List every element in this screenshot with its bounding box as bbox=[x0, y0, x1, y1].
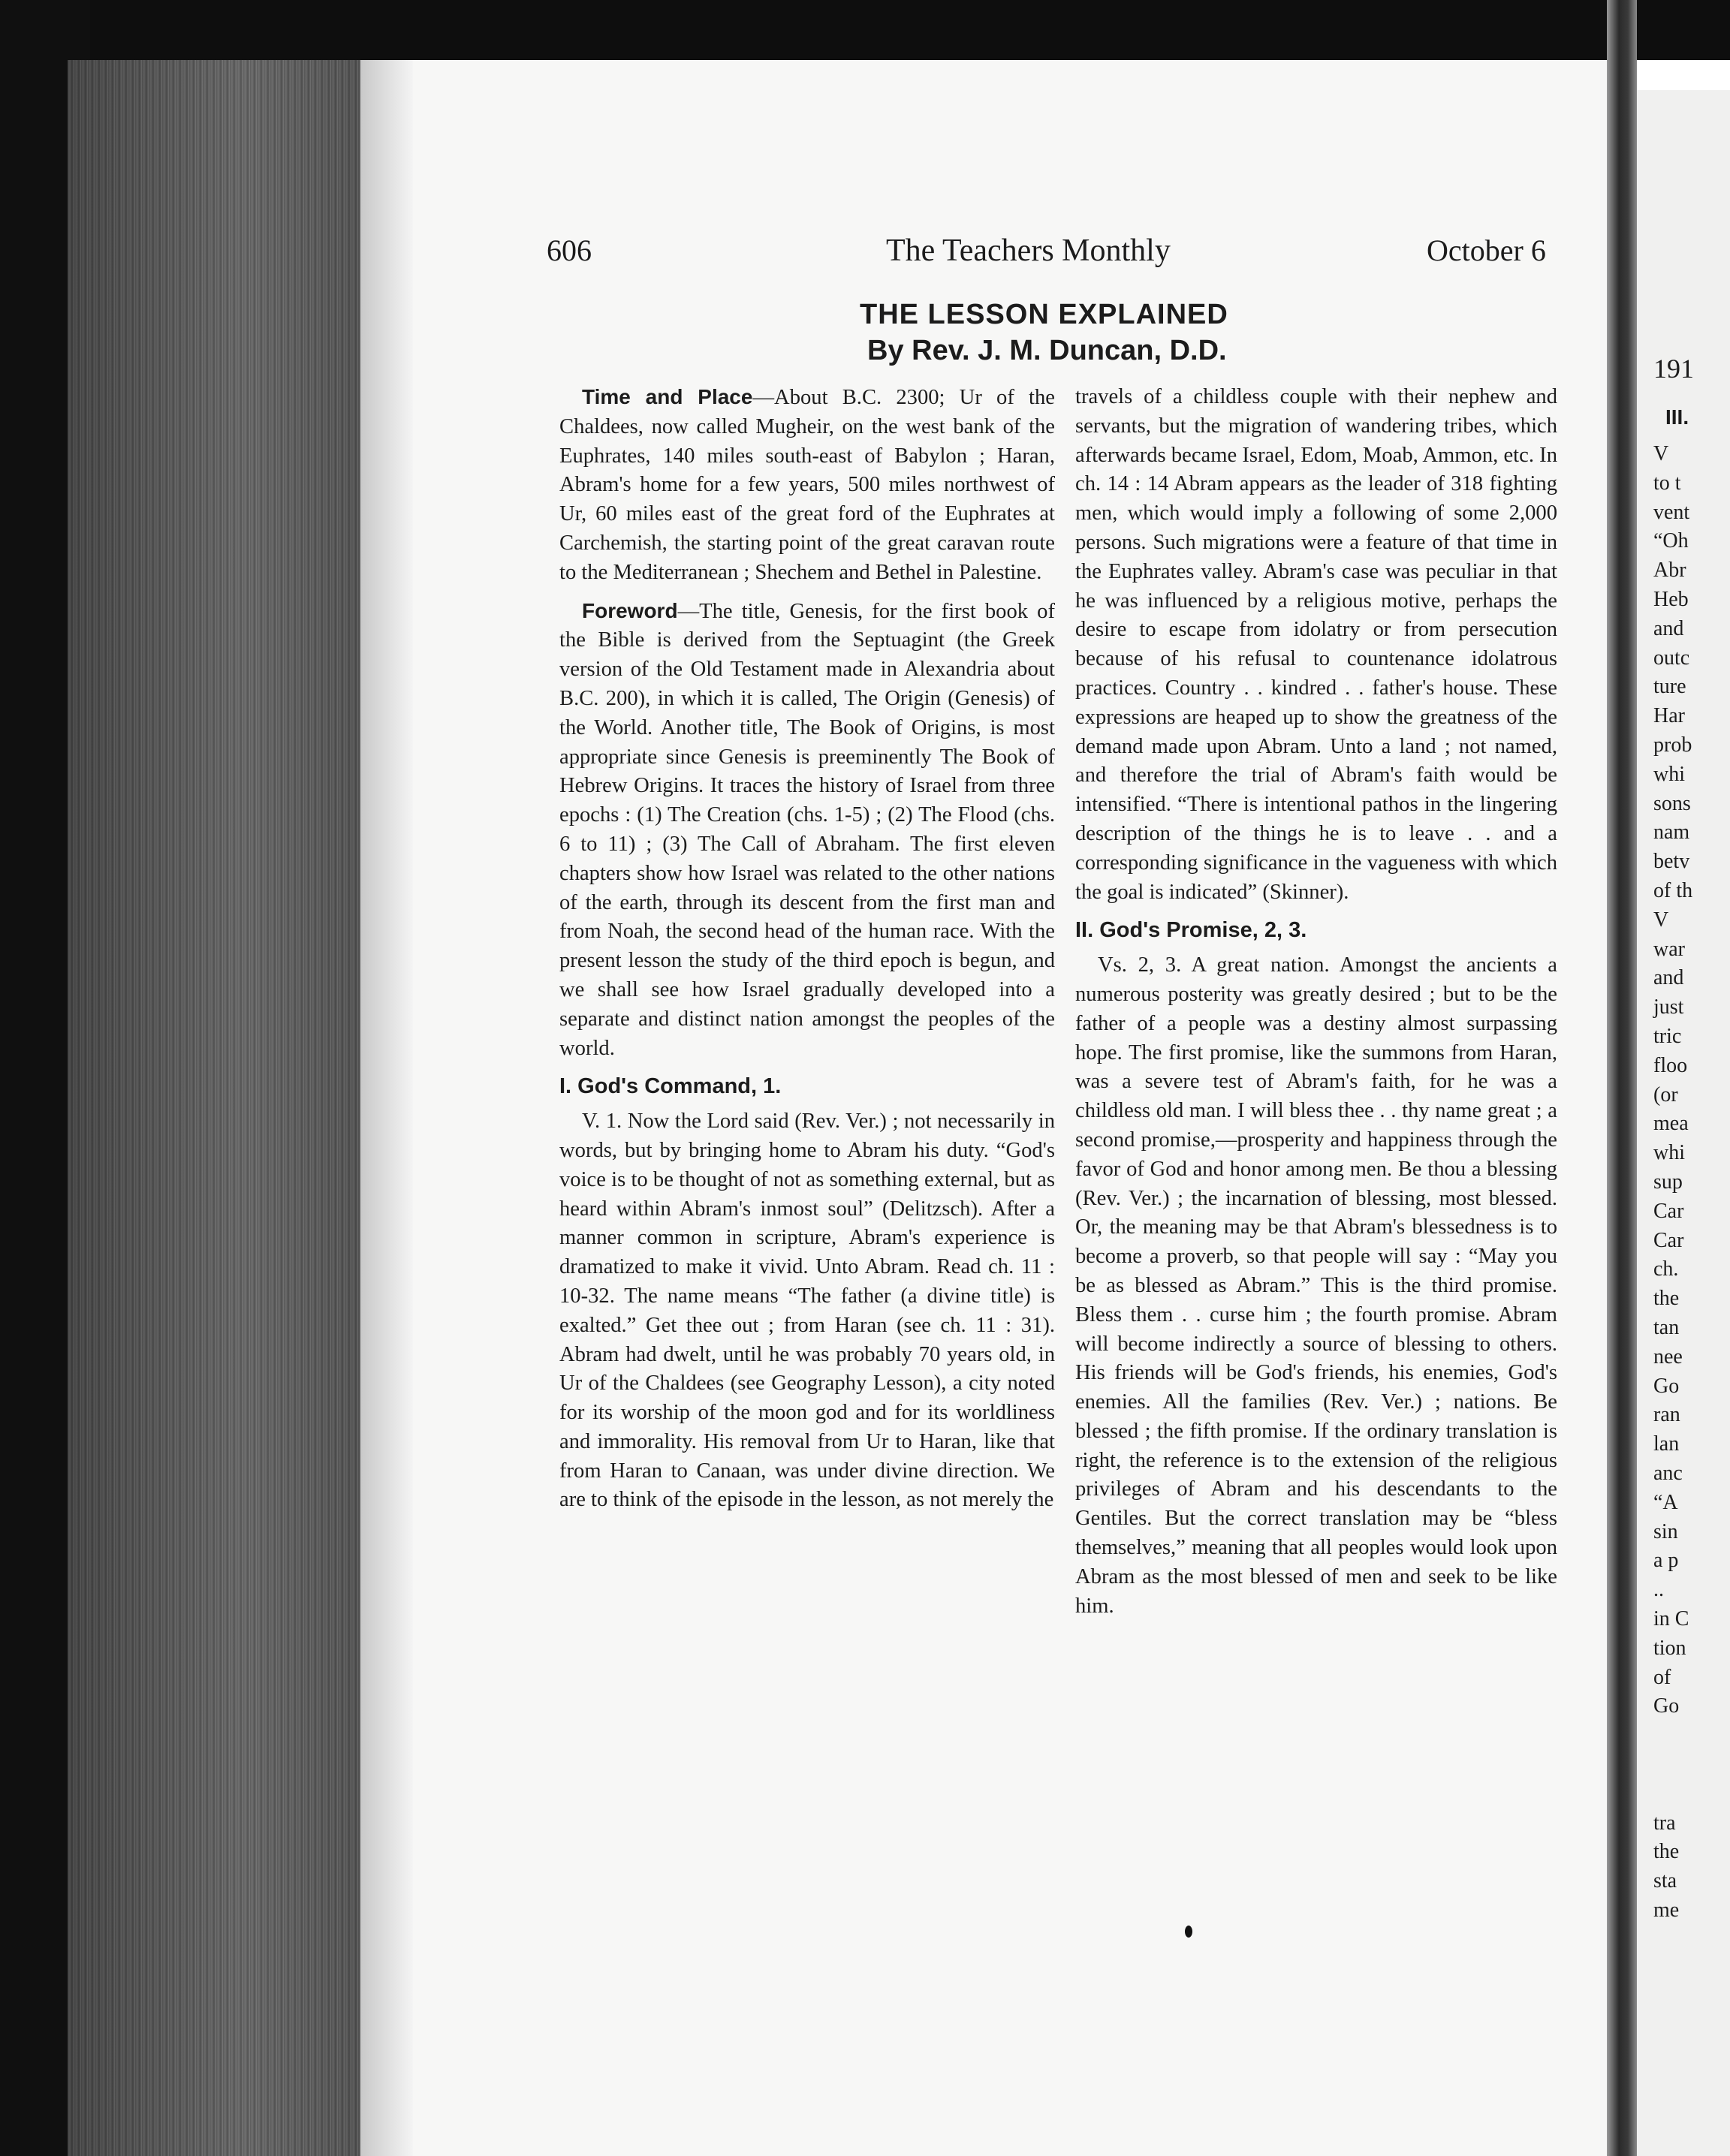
facing-page-line-fragment: floo bbox=[1653, 1053, 1688, 1077]
facing-page-line-fragment: sons bbox=[1653, 791, 1691, 815]
page-curve-shadow bbox=[360, 60, 413, 2156]
section-heading-gods-command: I. God's Command, 1. bbox=[559, 1074, 782, 1099]
facing-page bbox=[1637, 90, 1730, 2156]
facing-page-section-fragment: III. bbox=[1665, 405, 1689, 429]
running-header-date: October 6 bbox=[1427, 233, 1546, 267]
facing-page-line-fragment: and bbox=[1653, 966, 1684, 990]
running-header-title: The Teachers Monthly bbox=[886, 233, 1171, 268]
time-place-label: Time and Place bbox=[582, 385, 753, 408]
time-place-paragraph bbox=[559, 383, 1055, 588]
article-title: THE LESSON EXPLAINED bbox=[860, 299, 1228, 330]
facing-page-line-fragment: to t bbox=[1653, 471, 1681, 495]
facing-page-line-fragment: prob bbox=[1653, 733, 1692, 757]
facing-page-line-fragment: and bbox=[1653, 616, 1684, 640]
foreword-text: —The title, Genesis, for the first book of the Bible is derived from the Septuagint (the Greek version of the Old Testament made in Alexandria about B.C. 200), in which it is called, The Origin (Genesis) of the World. Another title, The Book of Origins, is most appropriate since Genesis is preeminently The Book of Hebrew Origins. It traces the history of Israel from three epochs : (1) The Creation (chs. 1-5) ; (2) The Flood (chs. 6 to 11) ; (3) The Call of Abraham. The first eleven chapters show how Israel was related to the other nations of the earth, through its descent from the first man and from Noah, the second head of the human race. With the present lesson the study of the third epoch is begun, and we shall see how Israel gradually developed into a separate and distinct nation amongst the peoples of the world. bbox=[559, 599, 1055, 1060]
section-heading-gods-promise: II. God's Promise, 2, 3. bbox=[1075, 918, 1307, 943]
facing-page-line-fragment: mea bbox=[1653, 1112, 1689, 1136]
facing-page-line-fragment: whi bbox=[1653, 762, 1685, 786]
right-column bbox=[1075, 383, 1557, 1630]
facing-page-line-fragment: the bbox=[1653, 1287, 1680, 1311]
facing-page-line-fragment: Heb bbox=[1653, 588, 1689, 611]
scan-top-border bbox=[0, 0, 1730, 60]
facing-page-line-fragment: Car bbox=[1653, 1199, 1684, 1223]
facing-page-line-fragment: whi bbox=[1653, 1141, 1685, 1165]
facing-page-line-fragment: Abr bbox=[1653, 559, 1686, 583]
facing-page-line-fragment: lan bbox=[1653, 1432, 1680, 1456]
facing-page-line-fragment: .. bbox=[1653, 1578, 1664, 1602]
facing-page-line-fragment: betv bbox=[1653, 850, 1690, 874]
facing-page-line-fragment: tion bbox=[1653, 1636, 1686, 1660]
facing-page-line-fragment: Car bbox=[1653, 1228, 1684, 1252]
foreword-paragraph bbox=[559, 597, 1055, 1064]
facing-page-line-fragment: sta bbox=[1653, 1869, 1677, 1893]
facing-page-line-fragment: Har bbox=[1653, 704, 1685, 728]
facing-page-line-fragment: ture bbox=[1653, 675, 1686, 699]
foreword-label: Foreword bbox=[582, 598, 678, 622]
facing-page-line-fragment: nam bbox=[1653, 821, 1690, 845]
facing-page-line-fragment: the bbox=[1653, 1840, 1680, 1864]
facing-page-line-fragment: tan bbox=[1653, 1316, 1680, 1339]
page-number: 606 bbox=[547, 233, 592, 267]
facing-page-line-fragment: Go bbox=[1653, 1694, 1680, 1718]
facing-page-line-fragment: me bbox=[1653, 1899, 1680, 1922]
facing-page-line-fragment: V bbox=[1653, 908, 1669, 932]
facing-page-line-fragment: sin bbox=[1653, 1519, 1678, 1543]
facing-page-line-fragment: in C bbox=[1653, 1607, 1689, 1631]
facing-page-line-fragment: ch. bbox=[1653, 1257, 1679, 1281]
time-place-text: —About B.C. 2300; Ur of the Chaldees, now called Mugheir, on the west bank of the Euphrates, 140 miles south-east of Babylon ; Haran, Abram's home for a few years, 500 miles northwest of Ur, 60 miles east of the great ford of the Euphrates at Carchemish, the starting point of the great caravan route to the Mediterranean ; Shechem and Bethel in Palestine. bbox=[559, 386, 1055, 584]
facing-page-line-fragment: sup bbox=[1653, 1170, 1683, 1194]
continuation-paragraph: travels of a childless couple with their nephew and servants, but the migration of wandering tribes, which afterwards became Israel, Edom, Moab, Ammon, etc. In ch. 14 : 14 Abram appears as the leader of 318 fighting men, which would imply a following of some 2,000 persons. Such migrations were a feature of that time in the Euphrates valley. Abram's case was peculiar in that he was influenced by a religious motive, perhaps the desire to escape from idolatry or from persecution because of his refusal to countenance idolatrous practices. Country . . kindred . . father's house. These expressions are heaped up to show the greatness of the demand made upon Abram. Unto a land ; not named, and therefore the trial of Abram's faith would be intensified. “There is intentional pathos in the lingering description of the things he is to leave . . and a corresponding significance in the vagueness with which the goal is indicated” (Skinner). bbox=[1075, 385, 1557, 904]
facing-page-header: 191 bbox=[1653, 354, 1694, 384]
section-paragraph-gods-command: V. 1. Now the Lord said (Rev. Ver.) ; not necessarily in words, but by bringing home to Abram his duty. “God's voice is to be thought of not as something external, but as heard within Abram's inmost soul” (Delitzsch). After a manner common in scripture, Abram's experience is dramatized to make it vivid. Unto Abram. Read ch. 11 : 10-32. The name means “The father (a divine title) is exalted.” Get thee out ; from Haran (see ch. 11 : 31). Abram had dwelt, until he was probably 70 years old, in Ur of the Chaldees (see Geography Lesson), a city noted for its worship of the moon god and for its worldliness and immorality. His removal from Ur to Haran, like that from Haran to Canaan, was under divine direction. We are to think of the episode in the lesson, as not merely the bbox=[559, 1110, 1055, 1512]
facing-page-line-fragment: “Oh bbox=[1653, 529, 1689, 553]
facing-page-line-fragment: vent bbox=[1653, 500, 1690, 524]
book-gutter bbox=[1607, 0, 1637, 2156]
facing-page-line-fragment: war bbox=[1653, 937, 1685, 961]
facing-page-line-fragment: nee bbox=[1653, 1344, 1683, 1369]
section-paragraph-gods-promise: Vs. 2, 3. A great nation. Amongst the ancients a numerous posterity was greatly desired ; but to be the father of a people was a destiny almost surpassing hope. The first promise, like the summons from Haran, was a severe test of Abram's faith, for he was a childless old man. I will bless thee . . thy name great ; a second promise,—prosperity and happiness through the favor of God and honor among men. Be thou a blessing (Rev. Ver.) ; the incarnation of blessing, most blessed. Or, the meaning may be that Abram's blessedness is to become a proverb, so that people will say : “May you be as blessed as Abram.” This is the third promise. Bless them . . curse him ; the fourth promise. Abram will become indirectly a source of blessing to others. His friends will be God's friends, his enemies, God's enemies. All the families (Rev. Ver.) ; nations. Be blessed ; the fifth promise. If the ordinary translation is right, the reference is to the extension of the religious privileges of Abram and his descendants to the Gentiles. But the correct translation may be “bless themselves,” meaning that all peoples would look upon Abram as the most blessed of men and seek to be like him. bbox=[1075, 953, 1557, 1618]
facing-page-line-fragment: “A bbox=[1653, 1490, 1678, 1514]
left-column bbox=[559, 383, 1055, 1524]
facing-page-line-fragment: anc bbox=[1653, 1462, 1683, 1485]
facing-page-line-fragment: just bbox=[1653, 995, 1684, 1019]
ink-dot bbox=[1185, 1926, 1192, 1938]
facing-page-line-fragment: of th bbox=[1653, 879, 1693, 902]
facing-page-line-fragment: of bbox=[1653, 1665, 1671, 1689]
facing-page-line-fragment: Go bbox=[1653, 1374, 1680, 1398]
facing-page-line-fragment: tric bbox=[1653, 1025, 1682, 1048]
facing-page-line-fragment: V bbox=[1653, 442, 1669, 465]
facing-page-line-fragment: tra bbox=[1653, 1811, 1676, 1835]
facing-page-line-fragment: (or bbox=[1653, 1083, 1678, 1107]
article-byline: By Rev. J. M. Duncan, D.D. bbox=[867, 335, 1227, 366]
facing-page-line-fragment: ran bbox=[1653, 1403, 1680, 1427]
facing-page-line-fragment: outc bbox=[1653, 646, 1690, 670]
book-page-edges bbox=[68, 60, 360, 2156]
facing-page-line-fragment: a p bbox=[1653, 1549, 1679, 1573]
